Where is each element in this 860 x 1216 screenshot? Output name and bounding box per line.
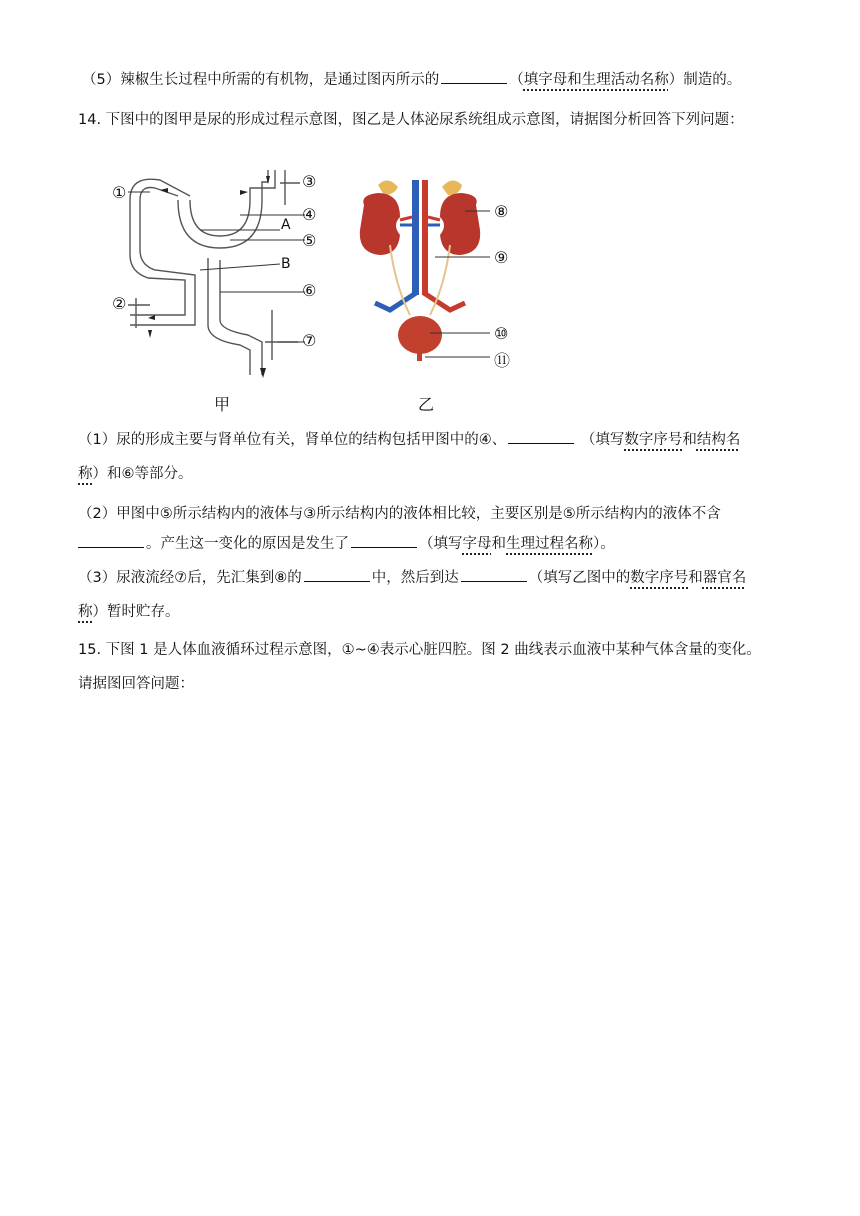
q13-5-emph: 填字母和生理活动名称 xyxy=(523,72,669,88)
q14-p2-text-e: ）。 xyxy=(593,536,615,552)
q14-p3-line2 xyxy=(78,600,180,621)
jia-label-6: ⑥ xyxy=(302,281,317,300)
q13-5-blank[interactable] xyxy=(441,82,507,84)
yi-label-9: ⑨ xyxy=(494,248,509,267)
q14-p3-line2-emph: 称 xyxy=(78,604,93,620)
q15-line1: 15. 下图 1 是人体血液循环过程示意图，①~④表示心脏四腔。图 2 曲线表示血液中某种气体含量的变化。 xyxy=(78,642,761,658)
q14-p2-line1: （2）甲图中⑤所示结构内的液体与③所示结构内的液体相比较，主要区别是⑤所示结构内的液体不含 xyxy=(78,506,721,522)
right-kidney-shape xyxy=(440,193,480,255)
jia-label-2: ② xyxy=(112,294,127,313)
q13-5-text-c: ）制造的。 xyxy=(668,72,742,88)
jia-letter-b: B xyxy=(281,256,291,272)
right-adrenal-shape xyxy=(442,180,462,195)
jia-label-4: ④ xyxy=(302,205,317,224)
jia-label-7: ⑦ xyxy=(302,331,317,350)
q14-p3-text-d: 和 xyxy=(688,570,703,586)
q14-p2-text-d: 和 xyxy=(491,536,506,552)
q13-5-text-a: （5）辣椒生长过程中所需的有机物，是通过图丙所示的 xyxy=(82,72,440,88)
q14-p3-line1 xyxy=(78,566,746,587)
q14-p3-text-c: （填写乙图中的 xyxy=(528,570,631,586)
q14-p3-blank2[interactable] xyxy=(461,580,527,582)
q14-p1-line2-emph: 称 xyxy=(78,466,93,482)
q14-p2-text-c: （填写 xyxy=(419,536,463,552)
yi-label-10: ⑩ xyxy=(494,324,509,343)
q15-line2: 请据图回答问题： xyxy=(78,676,194,692)
q14-p2-blank2[interactable] xyxy=(351,546,417,548)
q14-p3-emph2: 器官名 xyxy=(702,570,747,586)
jia-label-1: ① xyxy=(112,183,127,202)
q14-p1-blank[interactable] xyxy=(508,442,574,444)
bladder-shape xyxy=(398,316,442,354)
q14-p2-blank1[interactable] xyxy=(78,546,144,548)
q13-5-text-b: （ xyxy=(509,72,524,88)
jia-label-3: ③ xyxy=(302,172,317,191)
q14-p1-text-c: 和 xyxy=(682,432,697,448)
q14-p3-emph: 数字序号 xyxy=(630,570,689,586)
q14-p3-text-a: （3）尿液流经⑦后，先汇集到⑧的 xyxy=(78,570,302,586)
q14-p1-text-b: （填写 xyxy=(580,432,625,448)
jia-letter-a: A xyxy=(281,217,291,233)
figure-jia-nephron xyxy=(100,160,330,390)
yi-label-11: ⑪ xyxy=(494,351,511,370)
q14-p1-line2 xyxy=(78,462,193,483)
jia-caption: 甲 xyxy=(214,395,231,414)
q14-p3-text-b: 中，然后到达 xyxy=(371,570,459,586)
q14-p2-line2 xyxy=(78,532,615,553)
q14-p1-line1 xyxy=(78,428,740,449)
q14-stem: 14. 下图中的图甲是尿的形成过程示意图，图乙是人体泌尿系统组成示意图，请据图分析回答下列问题： xyxy=(78,112,744,128)
q14-p1-emph: 数字序号 xyxy=(624,432,683,448)
q14-p3-blank1[interactable] xyxy=(304,580,370,582)
left-kidney-shape xyxy=(360,193,400,255)
q14-p1-emph2: 结构名 xyxy=(696,432,741,448)
yi-caption: 乙 xyxy=(418,395,435,414)
q14-p1-text-a: （1）尿的形成主要与肾单位有关，肾单位的结构包括甲图中的④、 xyxy=(78,432,507,448)
q13-5-line xyxy=(82,68,741,89)
q14-p2-emph: 字母 xyxy=(462,536,492,552)
q14-p3-line2-text: ）暂时贮存。 xyxy=(92,604,180,620)
jia-label-5: ⑤ xyxy=(302,231,317,250)
q14-p2-emph2: 生理过程名称 xyxy=(506,536,593,552)
yi-label-8: ⑧ xyxy=(494,202,509,221)
q14-p1-line2-text: ）和⑥等部分。 xyxy=(92,466,193,482)
q14-p2-text-b: 。产生这一变化的原因是发生了 xyxy=(146,536,349,552)
left-adrenal-shape xyxy=(378,180,398,195)
